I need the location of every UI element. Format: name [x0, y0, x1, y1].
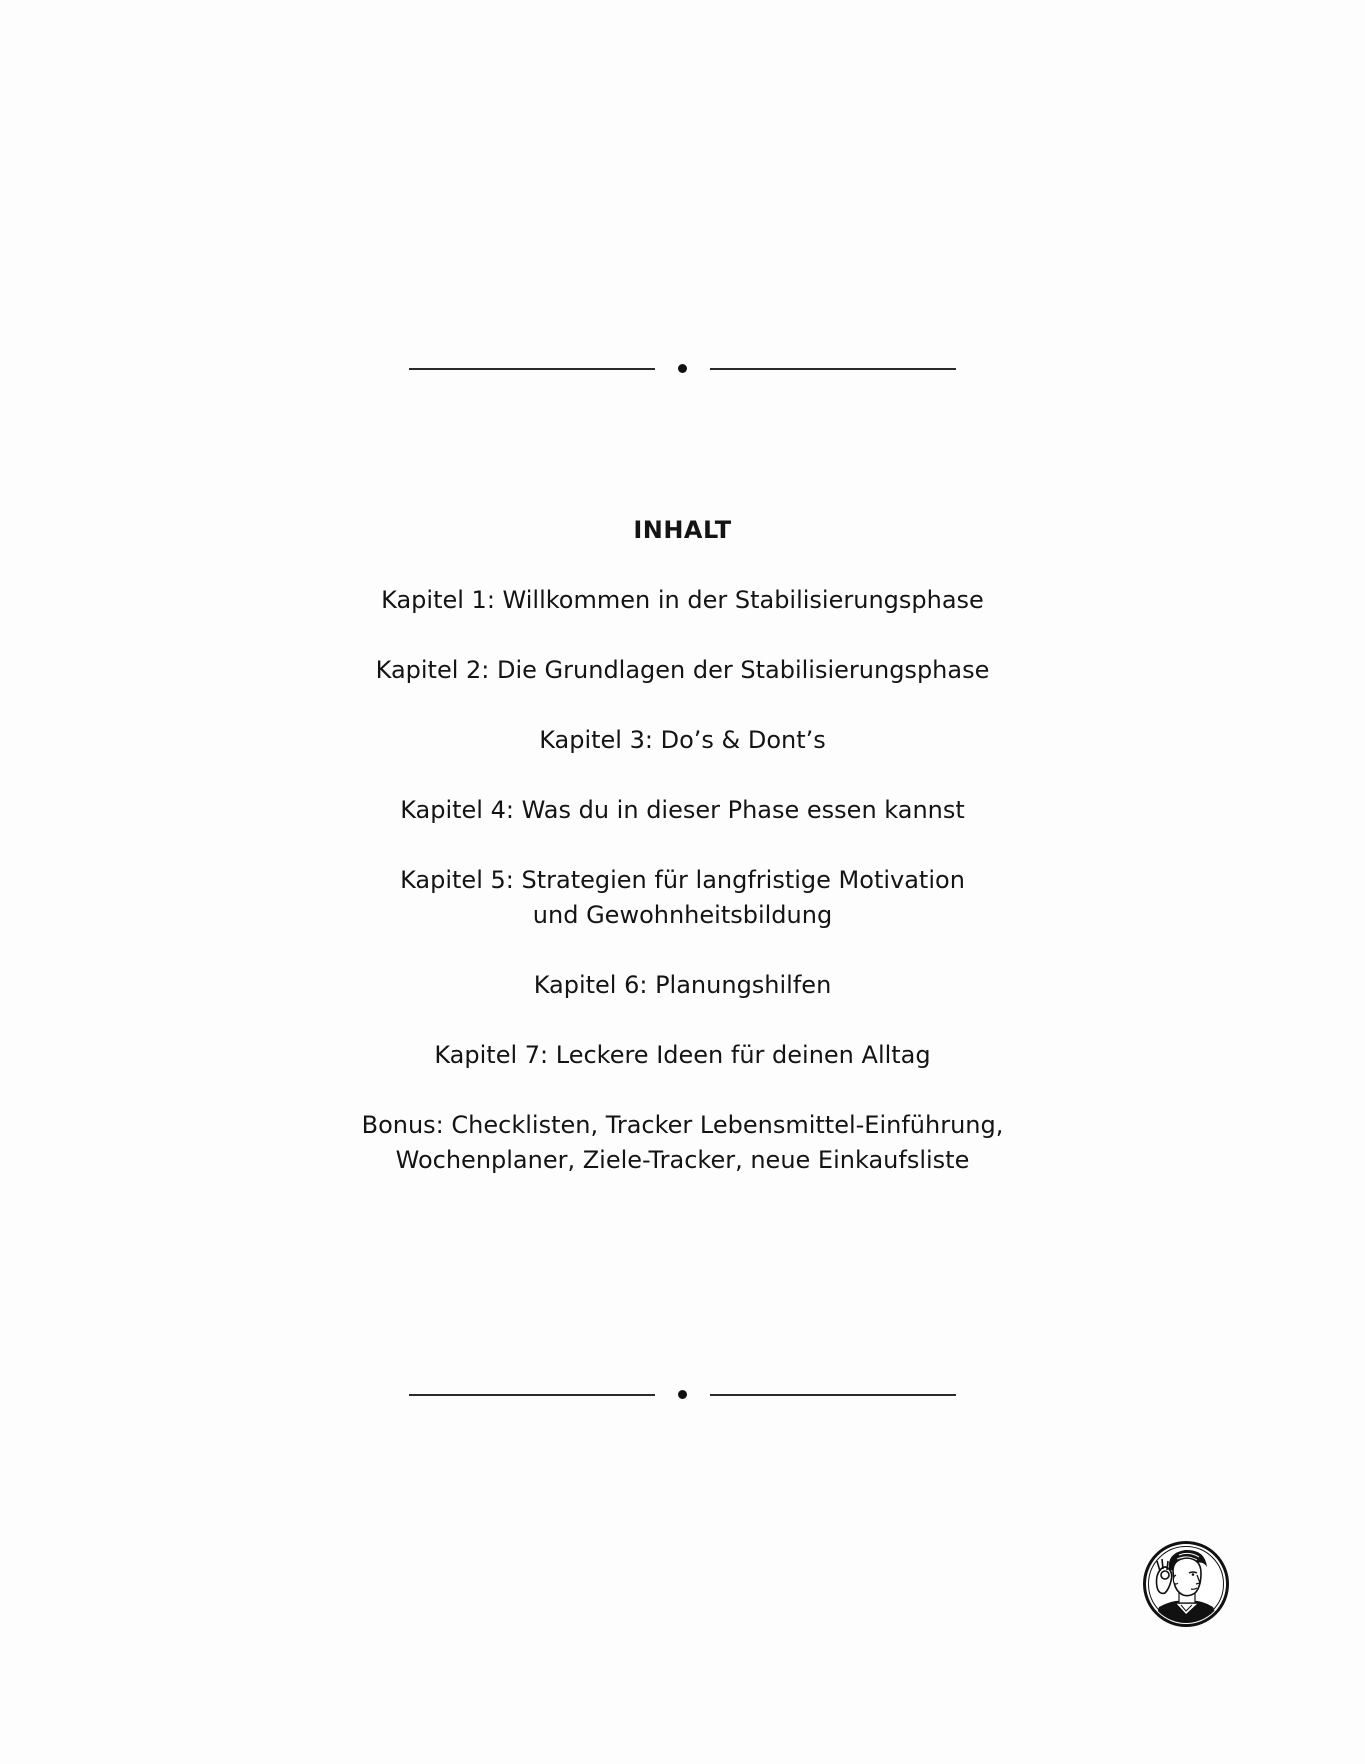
toc-item-chapter-5[interactable] — [0, 863, 1365, 933]
divider-line-left — [409, 1394, 655, 1396]
top-divider — [409, 363, 956, 375]
toc-item-label: Kapitel 1: Willkommen in der Stabilisierungsphase — [381, 586, 984, 614]
toc-item-label: Kapitel 7: Leckere Ideen für deinen Alltag — [434, 1041, 931, 1069]
toc-item-label: Bonus: Checklisten, Tracker Lebensmittel-Einführung, — [361, 1111, 1004, 1139]
divider-line-right — [710, 1394, 956, 1396]
toc-item-chapter-1[interactable] — [0, 583, 1365, 618]
toc-item-chapter-4[interactable] — [0, 793, 1365, 828]
toc-item-label: Kapitel 3: Do’s & Dont’s — [539, 726, 826, 754]
divider-dot — [678, 364, 687, 373]
toc-item-label: Kapitel 4: Was du in dieser Phase essen kannst — [400, 796, 965, 824]
chef-portrait-logo-icon — [1143, 1541, 1229, 1627]
toc-item-chapter-3[interactable] — [0, 723, 1365, 758]
toc-item-chapter-2[interactable] — [0, 653, 1365, 688]
bottom-divider — [409, 1389, 956, 1401]
toc-item-label: Kapitel 5: Strategien für langfristige Motivation — [400, 866, 965, 894]
divider-line-right — [710, 368, 956, 370]
toc-item-label-continued: und Gewohnheitsbildung — [532, 901, 833, 929]
divider-dot — [678, 1390, 687, 1399]
toc-item-bonus[interactable] — [0, 1108, 1365, 1178]
toc-item-label: Kapitel 2: Die Grundlagen der Stabilisierungsphase — [375, 656, 990, 684]
toc-item-chapter-7[interactable] — [0, 1038, 1365, 1073]
toc-item-label-continued: Wochenplaner, Ziele-Tracker, neue Einkaufsliste — [395, 1146, 970, 1174]
toc-list — [0, 583, 1365, 1213]
toc-item-chapter-6[interactable] — [0, 968, 1365, 1003]
toc-item-label: Kapitel 6: Planungshilfen — [533, 971, 832, 999]
toc-title: INHALT — [633, 516, 732, 544]
divider-line-left — [409, 368, 655, 370]
